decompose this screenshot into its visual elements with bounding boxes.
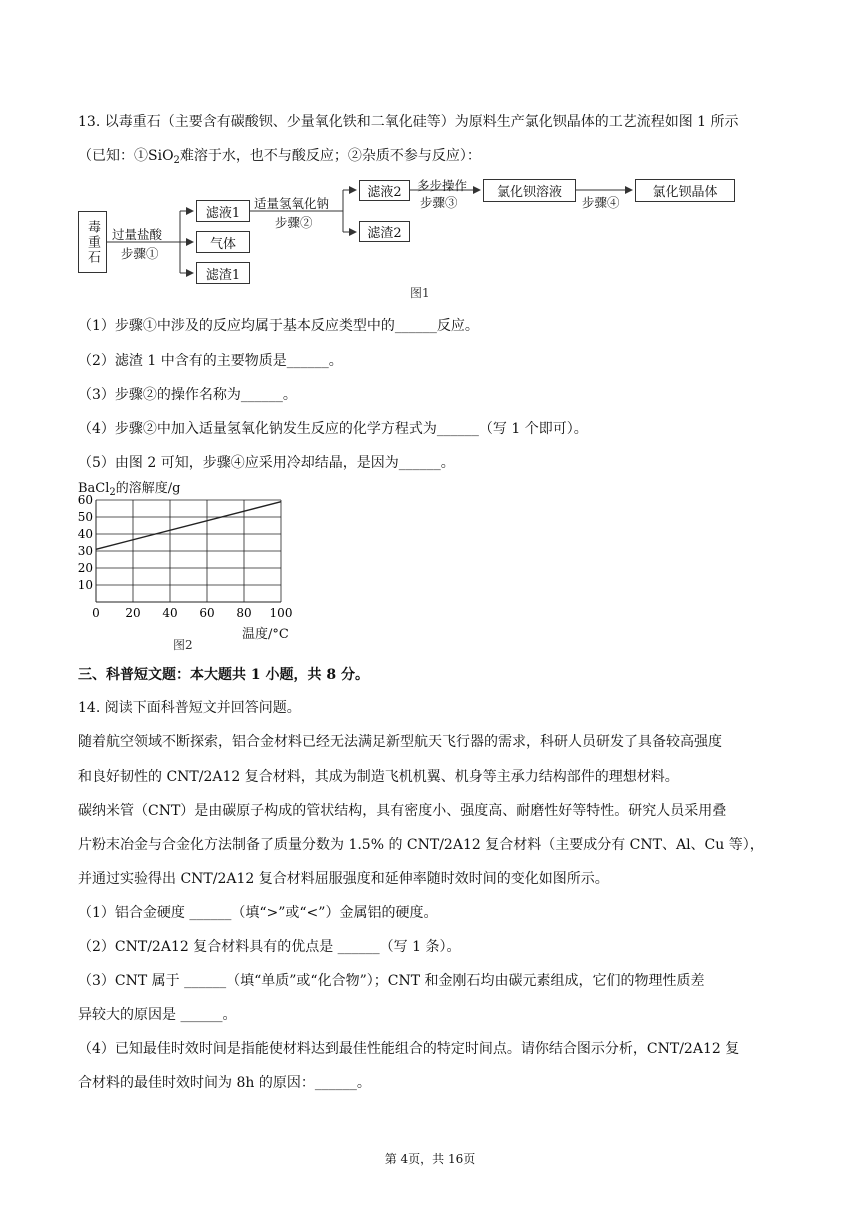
q13-question-4: （4）步骤②中加入适量氢氧化钠发生反应的化学方程式为______（写 1 个即可）。 bbox=[78, 421, 588, 437]
flow-source-label: 毒重石 bbox=[85, 219, 100, 265]
flow-arrow2-step: 步骤② bbox=[275, 215, 313, 230]
q13-intro-line1: 13. 以毒重石（主要含有碳酸钡、少量氧化铁和二氧化硅等）为原料生产氯化钡晶体的工艺流程如图 1 所示 bbox=[78, 114, 739, 130]
figure1-caption: 图1 bbox=[410, 286, 430, 300]
q14-line-3: 和良好韧性的 CNT/2A12 复合材料，其成为制造飞机机翼、机身等主承力结构部件的理想材料。 bbox=[78, 769, 679, 785]
page-footer: 第 4页，共 16页 bbox=[384, 1152, 476, 1166]
q14-line-1: 14. 阅读下面科普短文并回答问题。 bbox=[78, 700, 301, 716]
q14-question-1: （1）铝合金硬度 ______（填“>”或“<”）金属铝的硬度。 bbox=[78, 905, 438, 921]
q13-question-5: （5）由图 2 可知，步骤④应采用冷却结晶，是因为______。 bbox=[78, 455, 455, 471]
flow-arrow3-op: 多步操作 bbox=[417, 178, 468, 193]
q14-question-3-line-a: （3）CNT 属于 ______（填“单质”或“化合物”）；CNT 和金刚石均由碳元素组成，它们的物理性质差 bbox=[78, 973, 705, 989]
series-line bbox=[96, 502, 281, 550]
chart-xlabel: 温度/°C bbox=[242, 627, 289, 642]
y-tick-label: 10 bbox=[77, 578, 93, 592]
q13-question-1: （1）步骤①中涉及的反应均属于基本反应类型中的______反应。 bbox=[78, 318, 479, 334]
x-tick-label: 40 bbox=[162, 606, 178, 620]
x-tick-label: 20 bbox=[125, 606, 141, 620]
flow-residue2-box: 滤渣2 bbox=[359, 221, 410, 242]
x-tick-label: 100 bbox=[269, 606, 293, 620]
q14-question-2: （2）CNT/2A12 复合材料具有的优点是 ______（写 1 条）。 bbox=[78, 939, 461, 955]
q14-question-4-line-a: （4）已知最佳时效时间是指能使材料达到最佳性能组合的特定时间点。请你结合图示分析，CNT/2A12 复 bbox=[78, 1041, 740, 1057]
q14-line-4: 碳纳米管（CNT）是由碳原子构成的管状结构，具有密度小、强度高、耐磨性好等特性。研究人员采用叠 bbox=[78, 803, 727, 819]
flow-source-box bbox=[78, 211, 107, 273]
flow-arrow1-step: 步骤① bbox=[121, 246, 159, 261]
section-3-heading: 三、科普短文题：本大题共 1 小题，共 8 分。 bbox=[78, 667, 369, 683]
solubility-chart bbox=[70, 475, 310, 655]
y-tick-label: 20 bbox=[77, 561, 93, 575]
q14-line-5: 片粉末冶金与合金化方法制备了质量分数为 1.5% 的 CNT/2A12 复合材料（主要成分有 CNT、Al、Cu 等）， bbox=[78, 837, 764, 853]
y-tick-label: 30 bbox=[77, 544, 93, 558]
q13-intro-line2: （已知：①SiO$_2$难溶于水，也不与酸反应；②杂质不参与反应）： bbox=[78, 148, 481, 166]
q13-question-3: （3）步骤②的操作名称为______。 bbox=[78, 387, 297, 403]
figure2-caption: 图2 bbox=[173, 638, 193, 652]
q14-line-6: 并通过实验得出 CNT/2A12 复合材料屈服强度和延伸率随时效时间的变化如图所示。 bbox=[78, 871, 609, 887]
x-tick-label: 80 bbox=[236, 606, 252, 620]
flow-bacl2-crystal-box: 氯化钡晶体 bbox=[635, 179, 735, 202]
y-tick-label: 50 bbox=[77, 510, 93, 524]
x-tick-label: 0 bbox=[92, 606, 100, 620]
flow-residue1-box: 滤渣1 bbox=[196, 262, 250, 284]
flow-filtrate1-box: 滤液1 bbox=[196, 200, 250, 222]
flow-arrow1-reagent: 过量盐酸 bbox=[112, 227, 163, 242]
flow-arrow3-step: 步骤③ bbox=[420, 195, 458, 210]
flow-bacl2-solution-box: 氯化钡溶液 bbox=[483, 179, 576, 202]
flow-arrow2-reagent: 适量氢氧化钠 bbox=[254, 196, 330, 211]
q14-question-3-line-b: 异较大的原因是 ______。 bbox=[78, 1007, 237, 1023]
flow-filtrate2-box: 滤液2 bbox=[359, 180, 410, 201]
flow-arrow4-step: 步骤④ bbox=[582, 195, 620, 210]
flow-gas-box: 气体 bbox=[196, 231, 250, 253]
chart-title: BaCl$_2$的溶解度/g bbox=[78, 481, 181, 498]
x-tick-label: 60 bbox=[199, 606, 215, 620]
q14-line-2: 随着航空领域不断探索，铝合金材料已经无法满足新型航天飞行器的需求，科研人员研发了具备较高强度 bbox=[78, 734, 722, 750]
q13-question-2: （2）滤渣 1 中含有的主要物质是______。 bbox=[78, 353, 343, 369]
y-tick-label: 40 bbox=[77, 527, 93, 541]
y-tick-label: 60 bbox=[77, 493, 93, 507]
q14-question-4-line-b: 合材料的最佳时效时间为 8h 的原因：______。 bbox=[78, 1075, 371, 1091]
